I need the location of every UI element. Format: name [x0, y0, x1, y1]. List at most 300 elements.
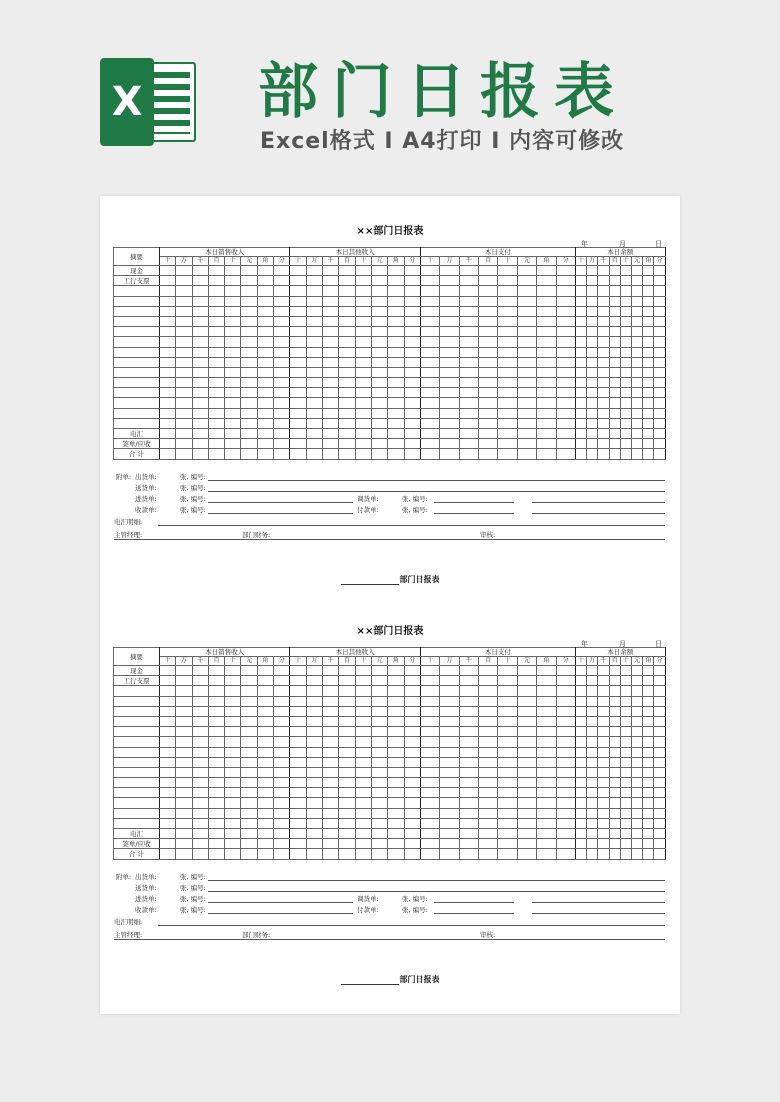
- amount-cell[interactable]: [208, 388, 224, 398]
- amount-cell[interactable]: [371, 398, 387, 408]
- amount-cell[interactable]: [587, 378, 598, 388]
- amount-cell[interactable]: [290, 357, 306, 367]
- amount-cell[interactable]: [176, 829, 192, 839]
- amount-cell[interactable]: [159, 408, 175, 418]
- amount-cell[interactable]: [339, 666, 355, 676]
- amount-cell[interactable]: [587, 676, 598, 686]
- amount-cell[interactable]: [241, 378, 257, 388]
- amount-cell[interactable]: [159, 439, 175, 449]
- amount-cell[interactable]: [517, 737, 536, 747]
- amount-cell[interactable]: [620, 818, 631, 828]
- amount-cell[interactable]: [498, 398, 517, 408]
- amount-cell[interactable]: [556, 408, 575, 418]
- amount-cell[interactable]: [208, 439, 224, 449]
- amount-cell[interactable]: [459, 439, 478, 449]
- amount-cell[interactable]: [643, 388, 654, 398]
- amount-cell[interactable]: [479, 408, 498, 418]
- amount-cell[interactable]: [225, 266, 241, 276]
- amount-cell[interactable]: [225, 367, 241, 377]
- amount-cell[interactable]: [159, 398, 175, 408]
- amount-cell[interactable]: [323, 286, 339, 296]
- amount-cell[interactable]: [575, 747, 586, 757]
- amount-cell[interactable]: [355, 398, 371, 408]
- amount-cell[interactable]: [609, 849, 620, 859]
- attach-extra-field[interactable]: [532, 513, 665, 514]
- amount-cell[interactable]: [388, 316, 404, 326]
- amount-cell[interactable]: [654, 306, 665, 316]
- amount-cell[interactable]: [459, 818, 478, 828]
- amount-cell[interactable]: [323, 367, 339, 377]
- amount-cell[interactable]: [556, 839, 575, 849]
- amount-cell[interactable]: [479, 398, 498, 408]
- amount-cell[interactable]: [643, 306, 654, 316]
- amount-cell[interactable]: [575, 367, 586, 377]
- amount-cell[interactable]: [479, 266, 498, 276]
- amount-cell[interactable]: [208, 849, 224, 859]
- attach-number-field[interactable]: [208, 880, 665, 881]
- amount-cell[interactable]: [241, 747, 257, 757]
- amount-cell[interactable]: [241, 276, 257, 286]
- attach-number-field[interactable]: [208, 513, 353, 514]
- amount-cell[interactable]: [257, 357, 273, 367]
- amount-cell[interactable]: [632, 296, 643, 306]
- amount-cell[interactable]: [632, 818, 643, 828]
- amount-cell[interactable]: [388, 337, 404, 347]
- amount-cell[interactable]: [654, 418, 665, 428]
- amount-cell[interactable]: [225, 418, 241, 428]
- amount-cell[interactable]: [257, 378, 273, 388]
- amount-cell[interactable]: [339, 286, 355, 296]
- amount-cell[interactable]: [654, 757, 665, 767]
- amount-cell[interactable]: [587, 327, 598, 337]
- amount-cell[interactable]: [459, 347, 478, 357]
- amount-cell[interactable]: [643, 347, 654, 357]
- amount-cell[interactable]: [208, 327, 224, 337]
- amount-cell[interactable]: [290, 737, 306, 747]
- amount-cell[interactable]: [420, 778, 439, 788]
- amount-cell[interactable]: [192, 818, 208, 828]
- amount-cell[interactable]: [404, 296, 420, 306]
- amount-cell[interactable]: [654, 337, 665, 347]
- amount-cell[interactable]: [225, 818, 241, 828]
- amount-cell[interactable]: [440, 316, 459, 326]
- amount-cell[interactable]: [241, 767, 257, 777]
- amount-cell[interactable]: [420, 727, 439, 737]
- amount-cell[interactable]: [404, 839, 420, 849]
- amount-cell[interactable]: [404, 716, 420, 726]
- amount-cell[interactable]: [440, 367, 459, 377]
- amount-cell[interactable]: [176, 767, 192, 777]
- amount-cell[interactable]: [498, 808, 517, 818]
- amount-cell[interactable]: [371, 737, 387, 747]
- amount-cell[interactable]: [159, 778, 175, 788]
- amount-cell[interactable]: [654, 737, 665, 747]
- amount-cell[interactable]: [440, 296, 459, 306]
- amount-cell[interactable]: [587, 706, 598, 716]
- amount-cell[interactable]: [609, 757, 620, 767]
- wire-detail-field[interactable]: [158, 525, 665, 526]
- amount-cell[interactable]: [587, 737, 598, 747]
- amount-cell[interactable]: [192, 306, 208, 316]
- amount-cell[interactable]: [620, 316, 631, 326]
- amount-cell[interactable]: [371, 266, 387, 276]
- amount-cell[interactable]: [371, 408, 387, 418]
- amount-cell[interactable]: [587, 418, 598, 428]
- amount-cell[interactable]: [587, 296, 598, 306]
- amount-cell[interactable]: [598, 818, 609, 828]
- amount-cell[interactable]: [440, 798, 459, 808]
- amount-cell[interactable]: [632, 849, 643, 859]
- amount-cell[interactable]: [537, 337, 556, 347]
- amount-cell[interactable]: [537, 276, 556, 286]
- amount-cell[interactable]: [257, 727, 273, 737]
- amount-cell[interactable]: [498, 757, 517, 767]
- amount-cell[interactable]: [257, 737, 273, 747]
- amount-cell[interactable]: [575, 666, 586, 676]
- amount-cell[interactable]: [537, 696, 556, 706]
- amount-cell[interactable]: [643, 686, 654, 696]
- amount-cell[interactable]: [306, 737, 322, 747]
- amount-cell[interactable]: [404, 398, 420, 408]
- amount-cell[interactable]: [208, 347, 224, 357]
- amount-cell[interactable]: [575, 686, 586, 696]
- amount-cell[interactable]: [587, 849, 598, 859]
- amount-cell[interactable]: [459, 357, 478, 367]
- amount-cell[interactable]: [556, 388, 575, 398]
- amount-cell[interactable]: [420, 266, 439, 276]
- amount-cell[interactable]: [274, 296, 290, 306]
- amount-cell[interactable]: [609, 737, 620, 747]
- amount-cell[interactable]: [459, 306, 478, 316]
- amount-cell[interactable]: [620, 696, 631, 706]
- amount-cell[interactable]: [517, 808, 536, 818]
- amount-cell[interactable]: [208, 378, 224, 388]
- amount-cell[interactable]: [355, 347, 371, 357]
- amount-cell[interactable]: [598, 408, 609, 418]
- amount-cell[interactable]: [339, 696, 355, 706]
- amount-cell[interactable]: [241, 788, 257, 798]
- amount-cell[interactable]: [517, 666, 536, 676]
- amount-cell[interactable]: [355, 666, 371, 676]
- amount-cell[interactable]: [587, 716, 598, 726]
- attach-extra-field[interactable]: [532, 502, 665, 503]
- amount-cell[interactable]: [159, 808, 175, 818]
- amount-cell[interactable]: [537, 727, 556, 737]
- amount-cell[interactable]: [598, 757, 609, 767]
- amount-cell[interactable]: [643, 439, 654, 449]
- amount-cell[interactable]: [290, 808, 306, 818]
- amount-cell[interactable]: [459, 706, 478, 716]
- amount-cell[interactable]: [306, 849, 322, 859]
- amount-cell[interactable]: [208, 737, 224, 747]
- amount-cell[interactable]: [654, 347, 665, 357]
- amount-cell[interactable]: [159, 388, 175, 398]
- amount-cell[interactable]: [498, 706, 517, 716]
- attach-number-field[interactable]: [208, 902, 353, 903]
- amount-cell[interactable]: [556, 706, 575, 716]
- amount-cell[interactable]: [290, 716, 306, 726]
- amount-cell[interactable]: [257, 676, 273, 686]
- amount-cell[interactable]: [274, 747, 290, 757]
- amount-cell[interactable]: [598, 296, 609, 306]
- amount-cell[interactable]: [643, 666, 654, 676]
- amount-cell[interactable]: [339, 839, 355, 849]
- amount-cell[interactable]: [355, 696, 371, 706]
- amount-cell[interactable]: [620, 286, 631, 296]
- amount-cell[interactable]: [517, 747, 536, 757]
- amount-cell[interactable]: [609, 337, 620, 347]
- amount-cell[interactable]: [498, 286, 517, 296]
- amount-cell[interactable]: [192, 286, 208, 296]
- amount-cell[interactable]: [306, 696, 322, 706]
- amount-cell[interactable]: [208, 839, 224, 849]
- amount-cell[interactable]: [192, 429, 208, 439]
- amount-cell[interactable]: [440, 716, 459, 726]
- amount-cell[interactable]: [643, 788, 654, 798]
- amount-cell[interactable]: [274, 429, 290, 439]
- amount-cell[interactable]: [176, 849, 192, 859]
- amount-cell[interactable]: [575, 676, 586, 686]
- amount-cell[interactable]: [290, 788, 306, 798]
- amount-cell[interactable]: [274, 666, 290, 676]
- amount-cell[interactable]: [440, 418, 459, 428]
- amount-cell[interactable]: [371, 757, 387, 767]
- amount-cell[interactable]: [257, 286, 273, 296]
- amount-cell[interactable]: [208, 757, 224, 767]
- amount-cell[interactable]: [620, 378, 631, 388]
- amount-cell[interactable]: [274, 686, 290, 696]
- amount-cell[interactable]: [159, 818, 175, 828]
- amount-cell[interactable]: [537, 839, 556, 849]
- amount-cell[interactable]: [620, 429, 631, 439]
- amount-cell[interactable]: [620, 778, 631, 788]
- amount-cell[interactable]: [479, 767, 498, 777]
- amount-cell[interactable]: [323, 266, 339, 276]
- amount-cell[interactable]: [388, 686, 404, 696]
- amount-cell[interactable]: [290, 429, 306, 439]
- amount-cell[interactable]: [404, 778, 420, 788]
- amount-cell[interactable]: [420, 429, 439, 439]
- amount-cell[interactable]: [620, 347, 631, 357]
- amount-cell[interactable]: [632, 686, 643, 696]
- amount-cell[interactable]: [371, 367, 387, 377]
- amount-cell[interactable]: [355, 808, 371, 818]
- amount-cell[interactable]: [274, 767, 290, 777]
- amount-cell[interactable]: [241, 398, 257, 408]
- amount-cell[interactable]: [339, 337, 355, 347]
- amount-cell[interactable]: [420, 798, 439, 808]
- amount-cell[interactable]: [323, 788, 339, 798]
- amount-cell[interactable]: [371, 337, 387, 347]
- amount-cell[interactable]: [339, 449, 355, 459]
- amount-cell[interactable]: [225, 727, 241, 737]
- amount-cell[interactable]: [371, 316, 387, 326]
- amount-cell[interactable]: [323, 276, 339, 286]
- attach-number-field[interactable]: [208, 913, 353, 914]
- amount-cell[interactable]: [257, 306, 273, 316]
- amount-cell[interactable]: [620, 788, 631, 798]
- amount-cell[interactable]: [587, 747, 598, 757]
- amount-cell[interactable]: [176, 788, 192, 798]
- amount-cell[interactable]: [620, 706, 631, 716]
- amount-cell[interactable]: [208, 818, 224, 828]
- amount-cell[interactable]: [339, 788, 355, 798]
- amount-cell[interactable]: [404, 439, 420, 449]
- amount-cell[interactable]: [598, 686, 609, 696]
- amount-cell[interactable]: [537, 388, 556, 398]
- amount-cell[interactable]: [498, 767, 517, 777]
- amount-cell[interactable]: [388, 727, 404, 737]
- amount-cell[interactable]: [459, 778, 478, 788]
- amount-cell[interactable]: [257, 367, 273, 377]
- amount-cell[interactable]: [241, 727, 257, 737]
- amount-cell[interactable]: [479, 818, 498, 828]
- amount-cell[interactable]: [388, 378, 404, 388]
- amount-cell[interactable]: [339, 357, 355, 367]
- amount-cell[interactable]: [517, 398, 536, 408]
- amount-cell[interactable]: [575, 829, 586, 839]
- amount-cell[interactable]: [371, 357, 387, 367]
- amount-cell[interactable]: [643, 829, 654, 839]
- amount-cell[interactable]: [225, 767, 241, 777]
- amount-cell[interactable]: [609, 439, 620, 449]
- amount-cell[interactable]: [306, 706, 322, 716]
- amount-cell[interactable]: [459, 849, 478, 859]
- amount-cell[interactable]: [192, 676, 208, 686]
- amount-cell[interactable]: [159, 327, 175, 337]
- amount-cell[interactable]: [517, 408, 536, 418]
- amount-cell[interactable]: [323, 757, 339, 767]
- amount-cell[interactable]: [404, 357, 420, 367]
- amount-cell[interactable]: [632, 367, 643, 377]
- amount-cell[interactable]: [192, 798, 208, 808]
- amount-cell[interactable]: [404, 808, 420, 818]
- amount-cell[interactable]: [208, 266, 224, 276]
- amount-cell[interactable]: [290, 327, 306, 337]
- amount-cell[interactable]: [498, 747, 517, 757]
- amount-cell[interactable]: [404, 276, 420, 286]
- amount-cell[interactable]: [643, 676, 654, 686]
- amount-cell[interactable]: [632, 439, 643, 449]
- amount-cell[interactable]: [339, 757, 355, 767]
- amount-cell[interactable]: [306, 449, 322, 459]
- amount-cell[interactable]: [323, 686, 339, 696]
- amount-cell[interactable]: [440, 286, 459, 296]
- amount-cell[interactable]: [620, 327, 631, 337]
- amount-cell[interactable]: [241, 316, 257, 326]
- amount-cell[interactable]: [274, 798, 290, 808]
- amount-cell[interactable]: [290, 398, 306, 408]
- amount-cell[interactable]: [176, 686, 192, 696]
- amount-cell[interactable]: [176, 276, 192, 286]
- attach-number-field[interactable]: [208, 502, 353, 503]
- amount-cell[interactable]: [479, 686, 498, 696]
- amount-cell[interactable]: [323, 716, 339, 726]
- amount-cell[interactable]: [479, 798, 498, 808]
- amount-cell[interactable]: [208, 686, 224, 696]
- amount-cell[interactable]: [517, 449, 536, 459]
- amount-cell[interactable]: [556, 686, 575, 696]
- amount-cell[interactable]: [208, 449, 224, 459]
- amount-cell[interactable]: [388, 839, 404, 849]
- amount-cell[interactable]: [598, 798, 609, 808]
- amount-cell[interactable]: [632, 676, 643, 686]
- amount-cell[interactable]: [420, 808, 439, 818]
- amount-cell[interactable]: [632, 727, 643, 737]
- amount-cell[interactable]: [306, 347, 322, 357]
- attach-number-field[interactable]: [208, 891, 665, 892]
- amount-cell[interactable]: [306, 408, 322, 418]
- amount-cell[interactable]: [609, 388, 620, 398]
- amount-cell[interactable]: [192, 367, 208, 377]
- amount-cell[interactable]: [339, 378, 355, 388]
- amount-cell[interactable]: [355, 818, 371, 828]
- amount-cell[interactable]: [587, 696, 598, 706]
- amount-cell[interactable]: [339, 716, 355, 726]
- amount-cell[interactable]: [159, 829, 175, 839]
- amount-cell[interactable]: [420, 439, 439, 449]
- amount-cell[interactable]: [355, 737, 371, 747]
- amount-cell[interactable]: [159, 337, 175, 347]
- amount-cell[interactable]: [598, 418, 609, 428]
- amount-cell[interactable]: [274, 418, 290, 428]
- amount-cell[interactable]: [192, 747, 208, 757]
- amount-cell[interactable]: [355, 429, 371, 439]
- amount-cell[interactable]: [420, 276, 439, 286]
- amount-cell[interactable]: [459, 286, 478, 296]
- amount-cell[interactable]: [257, 839, 273, 849]
- amount-cell[interactable]: [176, 706, 192, 716]
- amount-cell[interactable]: [176, 388, 192, 398]
- amount-cell[interactable]: [257, 266, 273, 276]
- amount-cell[interactable]: [290, 378, 306, 388]
- amount-cell[interactable]: [598, 378, 609, 388]
- amount-cell[interactable]: [479, 388, 498, 398]
- amount-cell[interactable]: [257, 429, 273, 439]
- amount-cell[interactable]: [575, 388, 586, 398]
- amount-cell[interactable]: [440, 788, 459, 798]
- amount-cell[interactable]: [355, 449, 371, 459]
- amount-cell[interactable]: [241, 367, 257, 377]
- amount-cell[interactable]: [159, 676, 175, 686]
- amount-cell[interactable]: [225, 788, 241, 798]
- amount-cell[interactable]: [420, 747, 439, 757]
- amount-cell[interactable]: [192, 316, 208, 326]
- amount-cell[interactable]: [498, 276, 517, 286]
- amount-cell[interactable]: [517, 337, 536, 347]
- amount-cell[interactable]: [632, 306, 643, 316]
- amount-cell[interactable]: [459, 378, 478, 388]
- amount-cell[interactable]: [323, 378, 339, 388]
- amount-cell[interactable]: [274, 327, 290, 337]
- amount-cell[interactable]: [632, 798, 643, 808]
- amount-cell[interactable]: [176, 347, 192, 357]
- amount-cell[interactable]: [537, 849, 556, 859]
- amount-cell[interactable]: [654, 388, 665, 398]
- amount-cell[interactable]: [323, 418, 339, 428]
- amount-cell[interactable]: [225, 429, 241, 439]
- amount-cell[interactable]: [274, 706, 290, 716]
- amount-cell[interactable]: [339, 347, 355, 357]
- amount-cell[interactable]: [587, 306, 598, 316]
- amount-cell[interactable]: [241, 337, 257, 347]
- amount-cell[interactable]: [632, 388, 643, 398]
- amount-cell[interactable]: [643, 808, 654, 818]
- amount-cell[interactable]: [257, 327, 273, 337]
- amount-cell[interactable]: [587, 778, 598, 788]
- amount-cell[interactable]: [257, 778, 273, 788]
- amount-cell[interactable]: [620, 266, 631, 276]
